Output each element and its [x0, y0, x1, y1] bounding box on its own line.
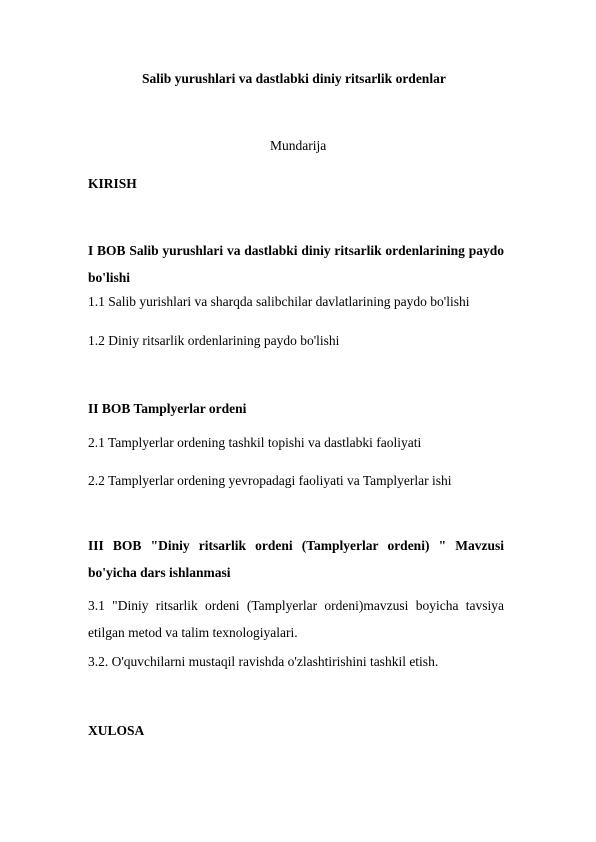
- toc-section-3-1: 3.1 "Diniy ritsarlik ordeni (Tamplyerlar ordeni)mavzusi boyicha tavsiya etilgan metod va talim texnologiyalari.: [88, 598, 504, 640]
- toc-section-2-2: 2.2 Tamplyerlar ordening yevropadagi faoliyati va Tamplyerlar ishi: [88, 473, 452, 488]
- document-title: Salib yurushlari va dastlabki diniy ritsarlik ordenlar: [142, 71, 446, 86]
- toc-chapter-1-heading: I BOB Salib yurushlari va dastlabki diniy ritsarlik ordenlarining paydo bo'lishi: [88, 243, 504, 285]
- toc-section-2-1: 2.1 Tamplyerlar ordening tashkil topishi va dastlabki faoliyati: [88, 435, 422, 450]
- toc-chapter-3-heading: III BOB "Diniy ritsarlik ordeni (Tamplyerlar ordeni) " Mavzusi bo'yicha dars ishlanmasi: [88, 538, 504, 580]
- toc-section-1-1: 1.1 Salib yurishlari va sharqda salibchilar davlatlarining paydo bo'lishi: [88, 294, 470, 309]
- toc-intro: KIRISH: [88, 176, 137, 191]
- toc-section-1-2: 1.2 Diniy ritsarlik ordenlarining paydo bo'lishi: [88, 333, 340, 348]
- toc-conclusion: XULOSA: [88, 723, 145, 738]
- toc-chapter-2-heading: II BOB Tamplyerlar ordeni: [88, 401, 247, 416]
- toc-section-3-2: 3.2. O'quvchilarni mustaqil ravishda o'zlashtirishini tashkil etish.: [88, 654, 439, 669]
- contents-heading: Mundarija: [270, 138, 327, 153]
